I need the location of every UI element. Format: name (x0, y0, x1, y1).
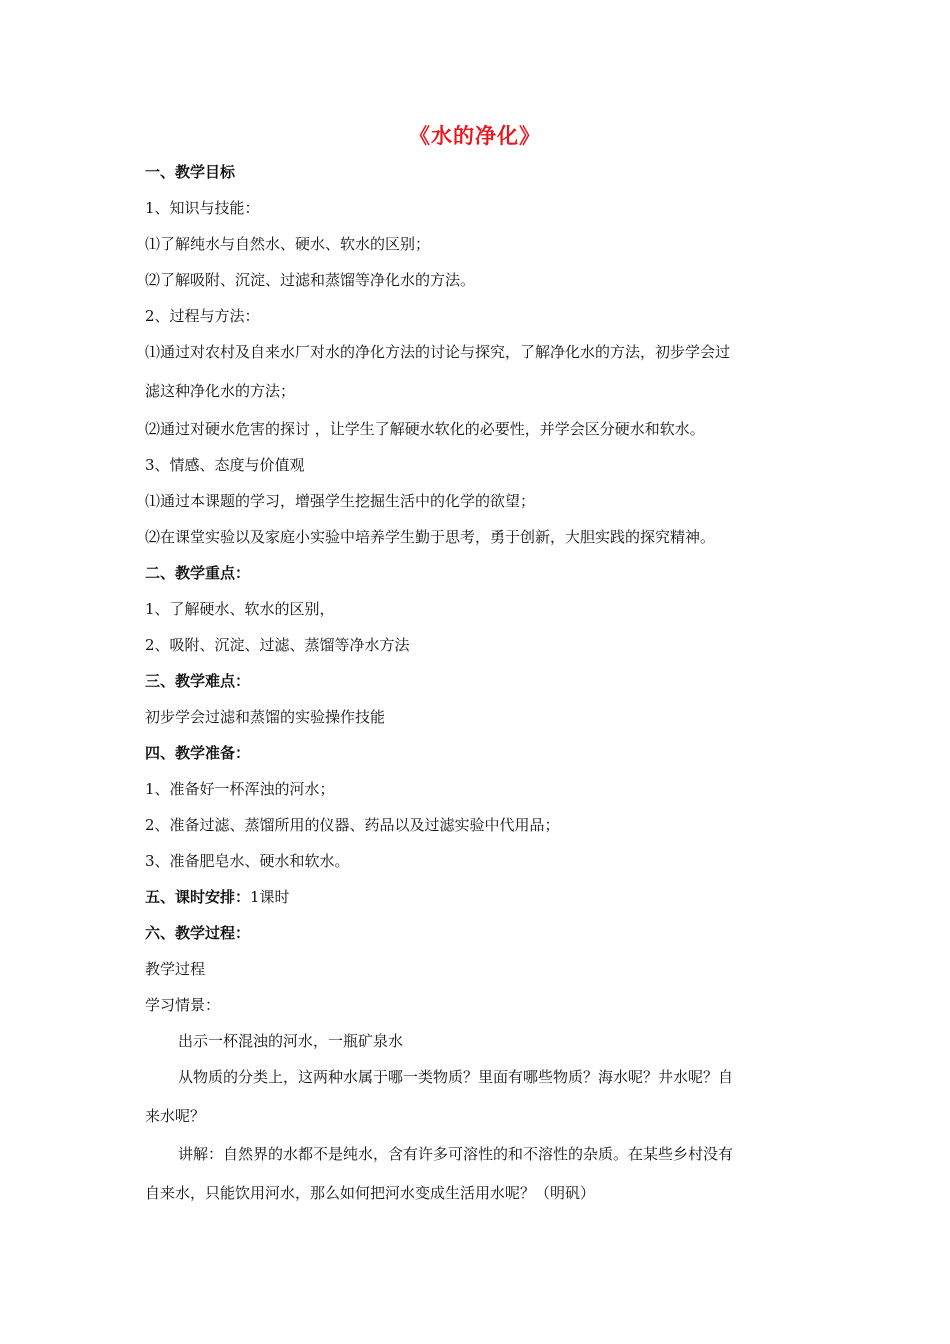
key-point-1: 1、了解硬水、软水的区别， (145, 600, 335, 618)
section-heading-difficulties: 三、教学难点： (145, 672, 251, 690)
objective-process-1-cont: 滤这种净化水的方法； (145, 382, 296, 400)
objective-process-2: ⑵通过对硬水危害的探讨 ，让学生了解硬水软化的必要性，并学会区分硬水和软水。 (145, 420, 705, 438)
scenario-question-cont: 来水呢？ (145, 1107, 206, 1125)
preparation-3: 3、准备肥皂水、硬水和软水。 (145, 852, 350, 870)
learning-scenario-label: 学习情景： (145, 996, 221, 1014)
section-heading-key-points: 二、教学重点： (145, 564, 251, 582)
objective-knowledge: 1、知识与技能： (145, 199, 260, 217)
objective-attitude: 3、情感、态度与价值观 (145, 456, 305, 474)
scenario-demo: 出示一杯混浊的河水，一瓶矿泉水 (178, 1032, 404, 1050)
objective-process: 2、过程与方法： (145, 307, 260, 325)
document-title: 《水的净化》 (409, 124, 541, 148)
scenario-question: 从物质的分类上，这两种水属于哪一类物质？里面有哪些物质？海水呢？井水呢？自 (178, 1068, 734, 1086)
schedule-line (145, 887, 290, 907)
preparation-1: 1、准备好一杯浑浊的河水； (145, 780, 335, 798)
section-heading-process: 六、教学过程： (145, 924, 251, 942)
section-heading-objectives: 一、教学目标 (145, 163, 236, 181)
objective-attitude-2: ⑵在课堂实验以及家庭小实验中培养学生勤于思考，勇于创新，大胆实践的探究精神。 (145, 528, 716, 546)
objective-knowledge-2: ⑵了解吸附、沉淀、过滤和蒸馏等净化水的方法。 (145, 271, 476, 289)
section-heading-schedule: 五、课时安排： (145, 888, 251, 906)
explanation: 讲解：自然界的水都不是纯水，含有许多可溶性的和不溶性的杂质。在某些乡村没有 (178, 1145, 734, 1163)
objective-attitude-1: ⑴通过本课题的学习，增强学生挖掘生活中的化学的欲望； (145, 492, 536, 510)
schedule-value: 1课时 (250, 888, 290, 906)
section-heading-preparation: 四、教学准备： (145, 744, 251, 762)
explanation-cont: 自来水，只能饮用河水，那么如何把河水变成生活用水呢？（明矾） (145, 1184, 596, 1202)
objective-knowledge-1: ⑴了解纯水与自然水、硬水、软水的区别； (145, 235, 431, 253)
preparation-2: 2、准备过滤、蒸馏所用的仪器、药品以及过滤实验中代用品； (145, 816, 560, 834)
difficulty-1: 初步学会过滤和蒸馏的实验操作技能 (145, 708, 386, 726)
objective-process-1: ⑴通过对农村及自来水厂对水的净化方法的讨论与探究，了解净化水的方法，初步学会过 (145, 343, 731, 361)
process-label: 教学过程 (145, 960, 206, 978)
key-point-2: 2、吸附、沉淀、过滤、蒸馏等净水方法 (145, 636, 410, 654)
